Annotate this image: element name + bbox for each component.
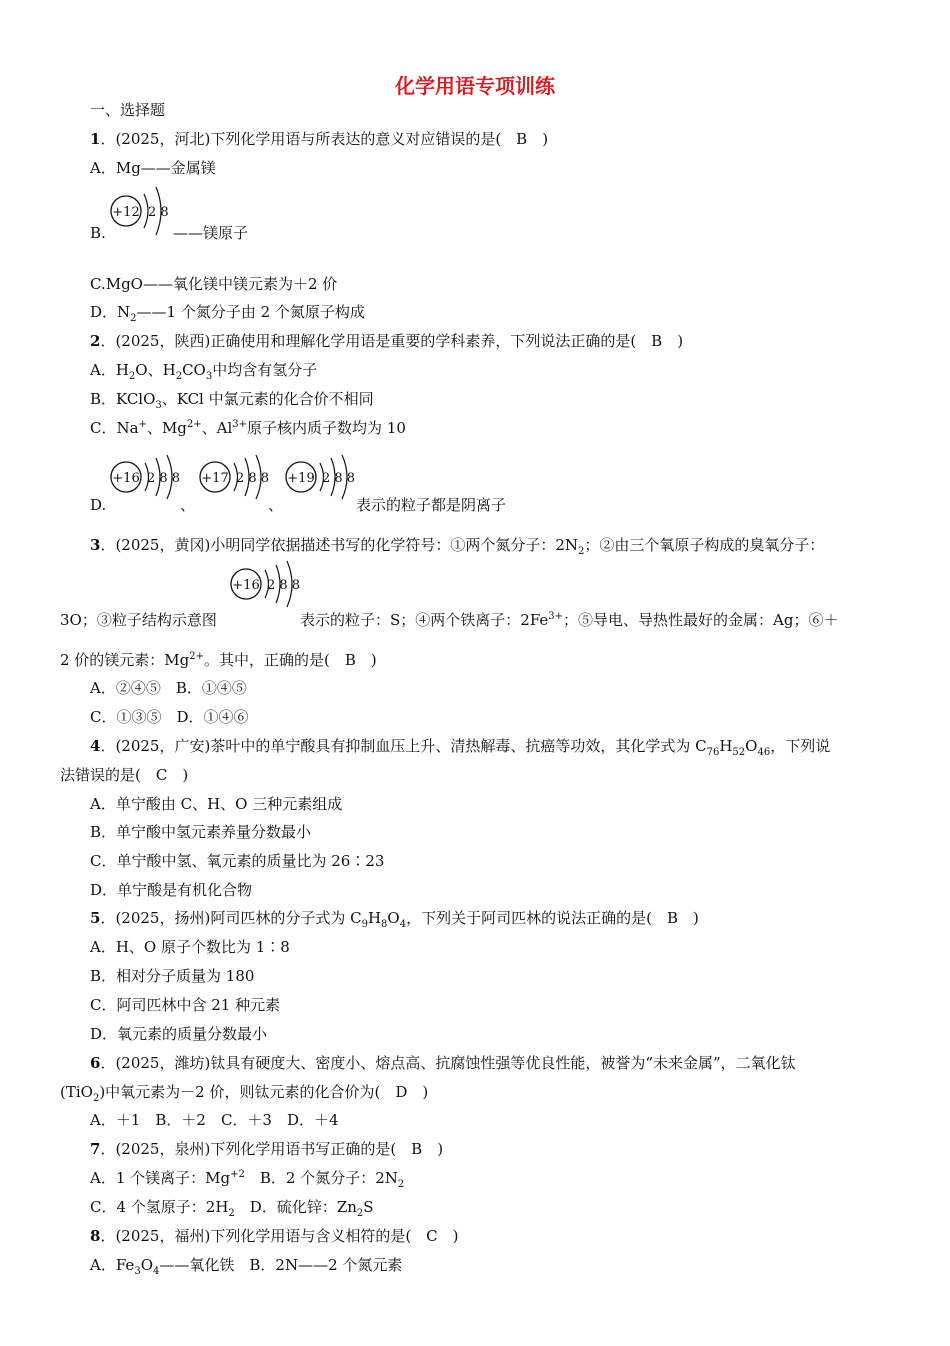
- question-2-option-d-text: 表示的粒子都是阴离子: [356, 496, 507, 514]
- question-7-options-ab: A．1 个镁离子：$Mg^{+2}$ B．2 个氮分子：$2N_2$: [90, 1169, 405, 1190]
- svg-text:+16: +16: [112, 471, 140, 486]
- svg-text:+16: +16: [232, 578, 260, 593]
- question-4-stem: 4．(2025，广安)茶叶中的单宁酸具有抑制血压上升、清热解毒、抗癌等功效，其化学式为 $C_{76}H_{52}O_{46}$，下列说: [90, 737, 831, 758]
- question-3-stem: 3．(2025，黄冈)小明同学依据描述书写的化学符号：①两个氮分子：$2N_2$；②由三个氧原子构成的臭氧分子：: [90, 536, 825, 557]
- question-1-stem: 1．(2025，河北)下列化学用语与所表达的意义对应错误的是( B ): [90, 130, 549, 148]
- question-5-stem: 5．(2025，扬州)阿司匹林的分子式为 $C_9H_8O_4$，下列关于阿司匹林的说法正确的是( B ): [90, 909, 699, 930]
- magnesium-atom-diagram: [106, 185, 176, 245]
- svg-text:2 8 8: 2 8 8: [267, 578, 301, 593]
- question-2-option-d-sep-2: 、: [268, 496, 284, 514]
- question-3-line-2b: 表示的粒子：S；④两个铁离子：$2Fe^{3+}$；⑤导电、导热性最好的金属：Ag；⑥＋: [300, 611, 839, 629]
- atom-shell-electrons: 2 8: [148, 205, 169, 220]
- svg-text:2 8 8: 2 8 8: [322, 471, 356, 486]
- question-1-option-a: A．Mg——金属镁: [90, 159, 216, 177]
- question-4-option-b: B．单宁酸中氢元素养量分数最小: [90, 823, 312, 841]
- question-8-stem: 8．(2025，福州)下列化学用语与含义相符的是( C ): [90, 1227, 459, 1245]
- page-title: 化学用语专项训练: [395, 74, 555, 98]
- question-2-option-d-label: D.: [90, 496, 107, 514]
- question-4-option-a: A．单宁酸由 C、H、O 三种元素组成: [90, 795, 343, 813]
- question-7-options-cd: C．4 个氢原子：$2H_2$ D．硫化锌：$Zn_2S$: [90, 1198, 374, 1219]
- question-1-option-b-label: B.: [90, 224, 106, 242]
- question-7-stem: 7．(2025，泉州)下列化学用语书写正确的是( B ): [90, 1140, 444, 1158]
- chlorine-ion-diagram: [196, 455, 274, 503]
- question-1-option-c: C.MgO——氧化镁中镁元素为＋2 价: [90, 275, 338, 293]
- question-6-options: A．＋1 B．＋2 C．＋3 D．＋4: [90, 1111, 339, 1129]
- question-3-options-ab: A．②④⑤ B．①④⑤: [90, 679, 247, 697]
- question-4-option-c: C．单宁酸中氢、氧元素的质量比为 26∶23: [90, 852, 385, 870]
- question-2-stem: 2．(2025，陕西)正确使用和理解化学用语是重要的学科素养，下列说法正确的是( B ): [90, 332, 684, 350]
- question-6-stem: 6．(2025，潍坊)钛具有硬度大、密度小、熔点高、抗腐蚀性强等优良性能，被誉为“未来金属”，二氧化钛: [90, 1054, 796, 1072]
- question-5-option-a: A．H、O 原子个数比为 1∶8: [90, 938, 290, 956]
- question-1-option-d: D．$N_2——1$ 个氮分子由 2 个氮原子构成: [90, 303, 365, 324]
- question-4-option-d: D．单宁酸是有机化合物: [90, 881, 253, 899]
- question-4-line-2: 法错误的是( C ): [60, 766, 189, 784]
- question-2-option-c: C．Na+、$Mg^{2+}$、$Al^{3+}$原子核内质子数均为 10: [90, 419, 406, 437]
- question-6-line-2: (TiO$_2$)中氧元素为－2 价，则钛元素的化合价为( D ): [60, 1083, 429, 1104]
- question-5-option-b: B．相对分子质量为 180: [90, 967, 255, 985]
- question-2-option-d-sep-1: 、: [180, 496, 196, 514]
- potassium-ion-diagram: [282, 455, 360, 503]
- question-3-line-3: 2 价的镁元素：$Mg^{2+}$。其中，正确的是( B ): [60, 651, 377, 669]
- question-1-option-b-text: ——镁原子: [173, 224, 249, 242]
- question-8-options-ab: A．$Fe_3O_4——$氧化铁 B．2N——2 个氮元素: [90, 1256, 403, 1277]
- question-3-line-2a: 3O；③粒子结构示意图: [60, 611, 217, 629]
- svg-text:+17: +17: [201, 471, 229, 486]
- question-5-option-c: C．阿司匹林中含 21 种元素: [90, 996, 281, 1014]
- sulfur-ion-diagram: [107, 455, 185, 503]
- question-2-option-a: A．$H_2O$、$H_2CO_3$中均含有氢分子: [90, 361, 318, 382]
- atom-nucleus-label: +12: [112, 205, 140, 220]
- svg-text:+19: +19: [287, 471, 315, 486]
- question-3-options-cd: C．①③⑤ D．①④⑥: [90, 708, 249, 726]
- svg-text:2 8 8: 2 8 8: [147, 471, 181, 486]
- section-heading: 一、选择题: [90, 101, 166, 119]
- question-5-option-d: D．氧元素的质量分数最小: [90, 1025, 268, 1043]
- svg-text:2 8 8: 2 8 8: [236, 471, 270, 486]
- question-2-option-b: B．KClO$_3$、KCl 中氯元素的化合价不相同: [90, 390, 374, 411]
- sulfur-ion-diagram-q3: [227, 560, 305, 610]
